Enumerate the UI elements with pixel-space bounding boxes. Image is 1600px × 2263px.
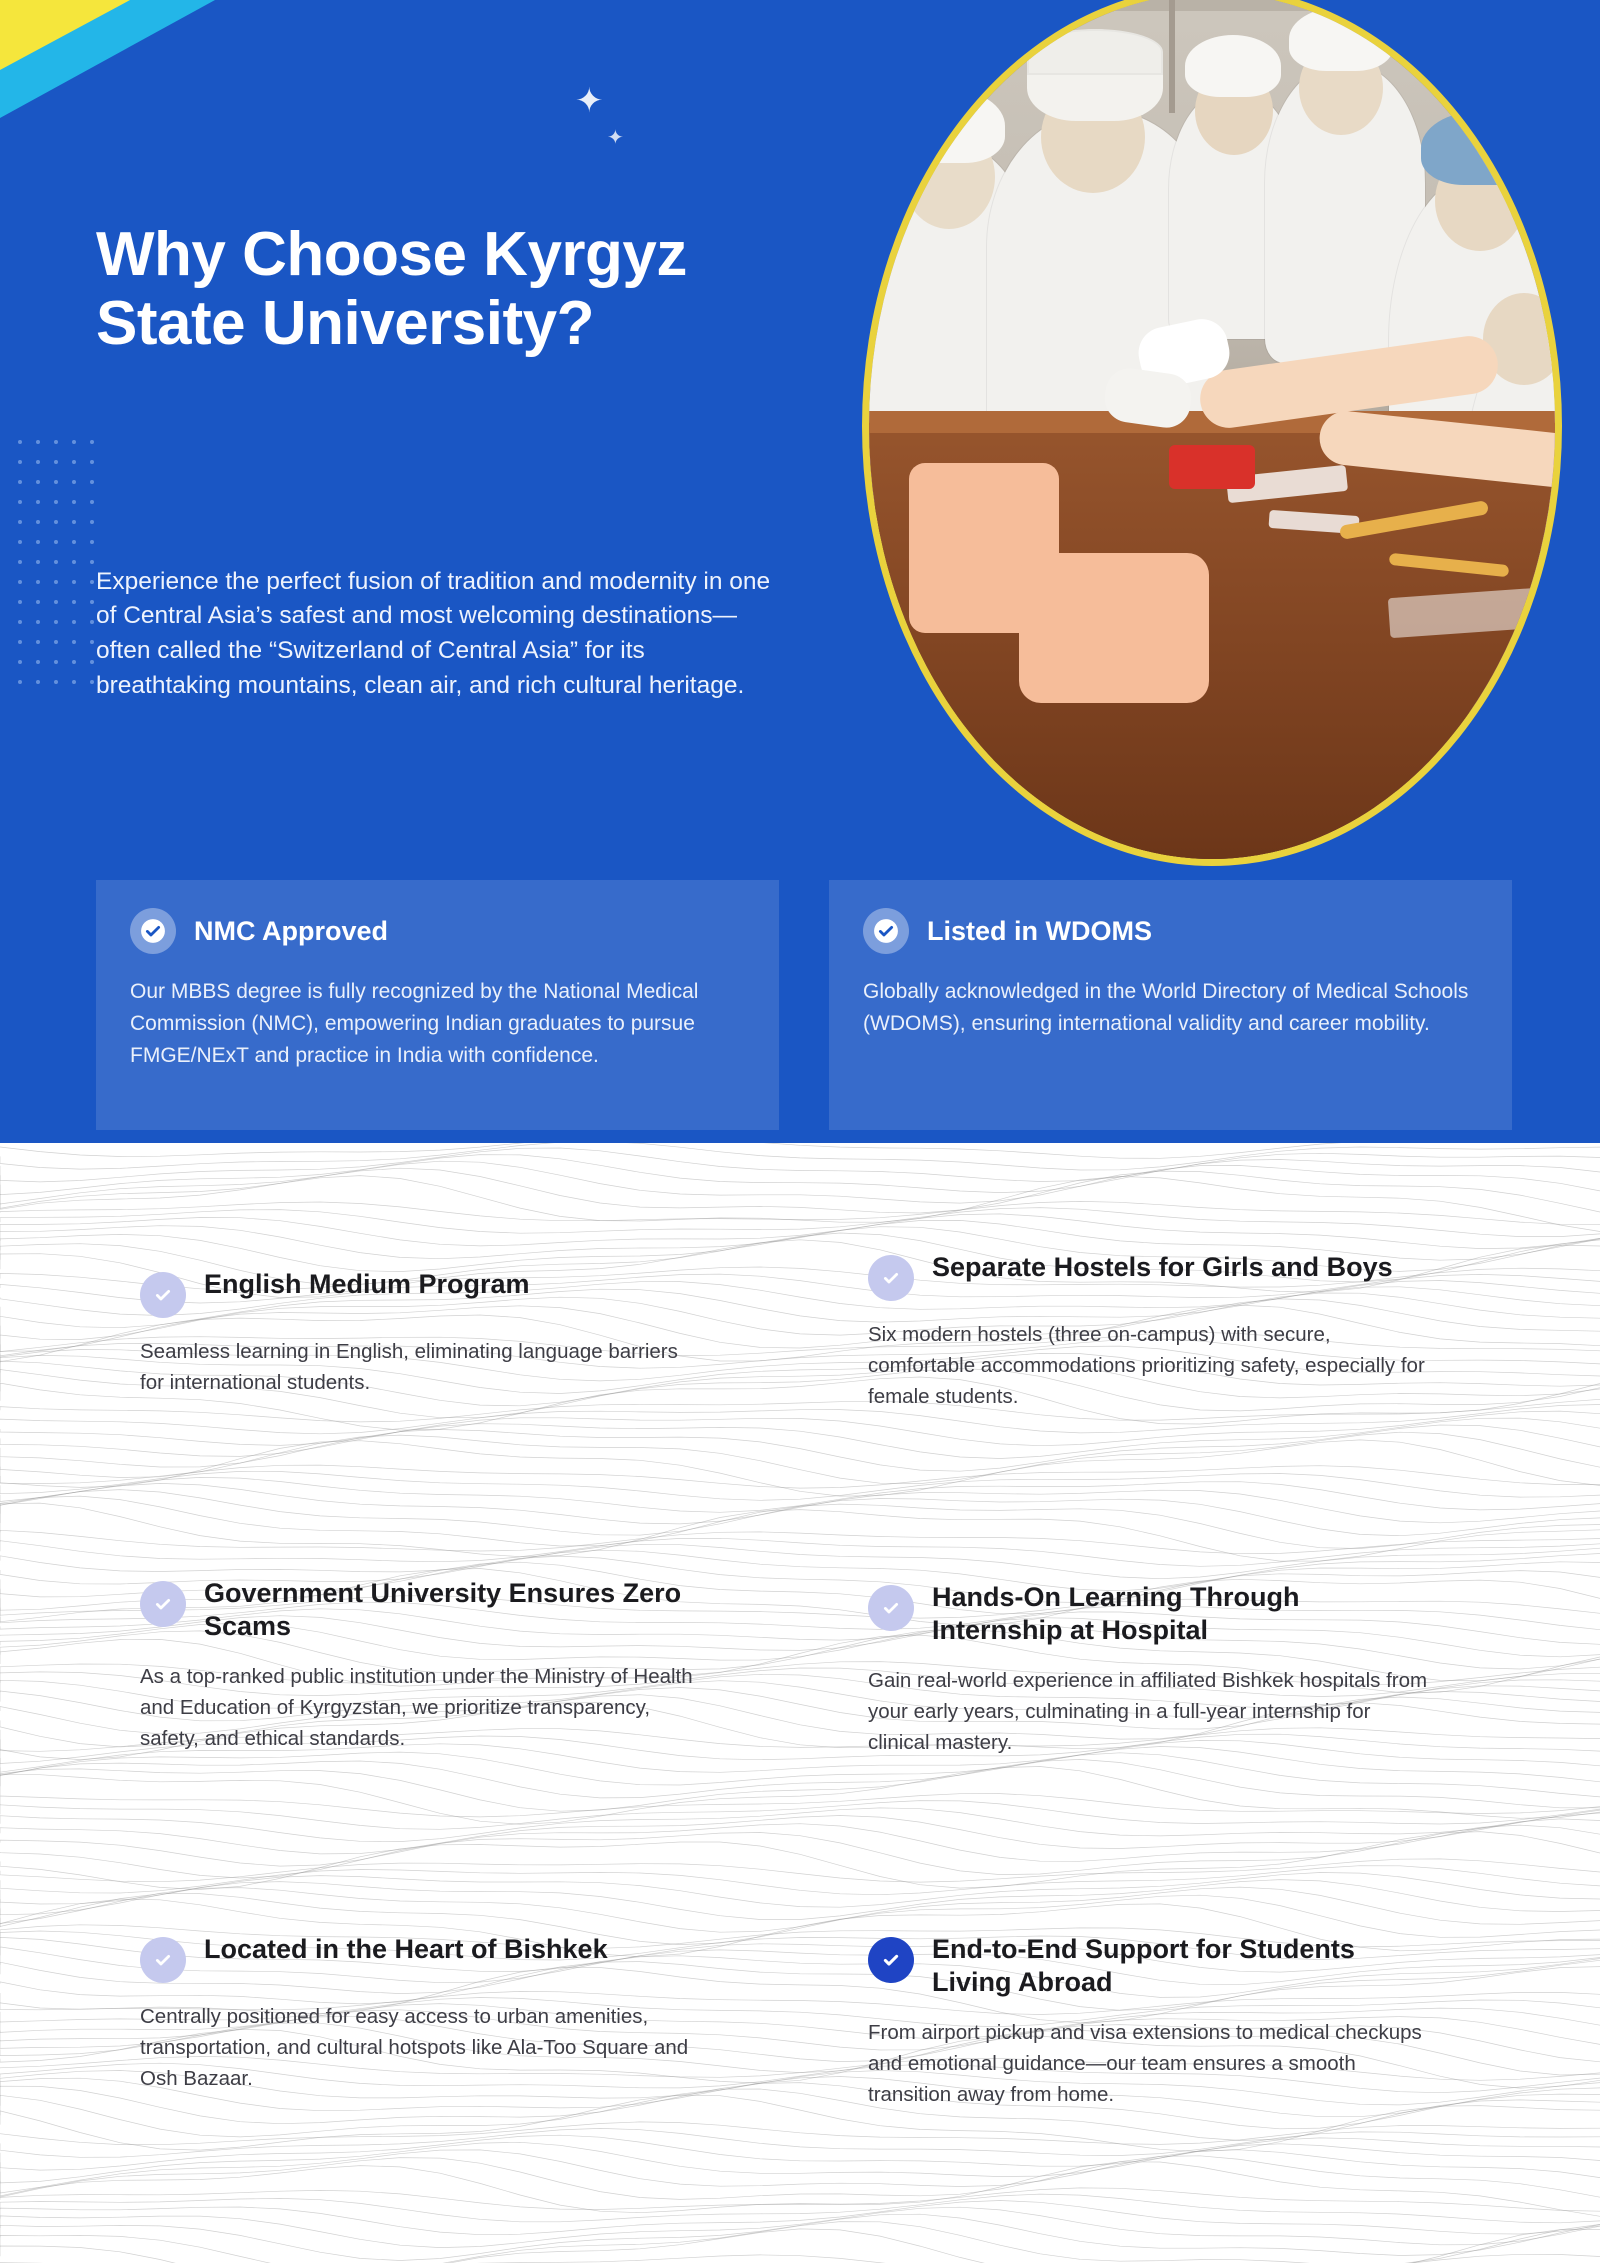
check-circle-icon [140, 1937, 186, 1983]
hero-subtitle: Experience the perfect fusion of tradition and modernity in one of Central Asia’s safest and most welcoming destinations—often called the “Switzerland of Central Asia” for its breathtaking mountains, clean air, and rich cultural heritage. [96, 567, 771, 699]
feature-heart-of-bishkek [140, 1933, 700, 2094]
feature-card-nmc-approved [96, 880, 779, 1130]
feature-title: English Medium Program [204, 1269, 530, 1299]
feature-government-university [140, 1577, 700, 1754]
feature-body: Gain real-world experience in affiliated Bishkek hospitals from your early years, culminating in a full-year internship for clinical mastery. [868, 1668, 1428, 1755]
feature-body: Seamless learning in English, eliminating language barriers for international students. [140, 1340, 678, 1395]
feature-separate-hostels [868, 1251, 1428, 1412]
sparkle-icon-small: ✦ [607, 127, 624, 149]
feature-card-body: Our MBBS degree is fully recognized by the National Medical Commission (NMC), empowering Indian graduates to pursue FMGE/NExT and practice in India with confidence. [130, 980, 699, 1067]
feature-end-to-end-support [868, 1933, 1428, 2110]
feature-card-wdoms [829, 880, 1512, 1130]
page-title: Why Choose Kyrgyz State University? [96, 219, 687, 358]
feature-title: Government University Ensures Zero Scams [204, 1578, 682, 1641]
feature-card-body: Globally acknowledged in the World Directory of Medical Schools (WDOMS), ensuring international validity and career mobility. [863, 980, 1469, 1035]
sparkle-icon: ✦ [575, 82, 604, 120]
feature-title: Separate Hostels for Girls and Boys [932, 1252, 1393, 1282]
feature-body: Six modern hostels (three on-campus) with secure, comfortable accommodations prioritizing safety, especially for female students. [868, 1323, 1425, 1409]
check-circle-icon [130, 908, 176, 954]
check-circle-icon [868, 1255, 914, 1301]
top-feature-cards [96, 880, 1512, 1130]
feature-card-title: Listed in WDOMS [927, 915, 1152, 946]
check-circle-icon [868, 1585, 914, 1631]
check-circle-icon [863, 908, 909, 954]
feature-english-medium [140, 1268, 700, 1398]
feature-body: Centrally positioned for easy access to urban amenities, transportation, and cultural hotspots like Ala-Too Square and Osh Bazaar. [140, 2005, 689, 2091]
feature-title: Hands-On Learning Through Internship at Hospital [932, 1582, 1300, 1645]
feature-title: Located in the Heart of Bishkek [204, 1934, 608, 1964]
feature-card-title: NMC Approved [194, 915, 388, 946]
hero-photo [862, 0, 1562, 866]
check-circle-icon [140, 1581, 186, 1627]
feature-body: From airport pickup and visa extensions to medical checkups and emotional guidance—our team ensures a smooth transition away from home. [868, 2020, 1422, 2107]
check-circle-icon [868, 1937, 914, 1983]
check-circle-icon [140, 1272, 186, 1318]
feature-title: End-to-End Support for Students Living Abroad [932, 1934, 1355, 1997]
dot-grid-decoration [18, 440, 98, 700]
features-section [0, 1143, 1600, 2263]
feature-body: As a top-ranked public institution under the Ministry of Health and Education of Kyrgyzstan, we prioritize transparency, safety, and ethical standards. [140, 1664, 693, 1751]
yellow-corner-accent [0, 0, 130, 70]
feature-hands-on-learning [868, 1581, 1428, 1758]
